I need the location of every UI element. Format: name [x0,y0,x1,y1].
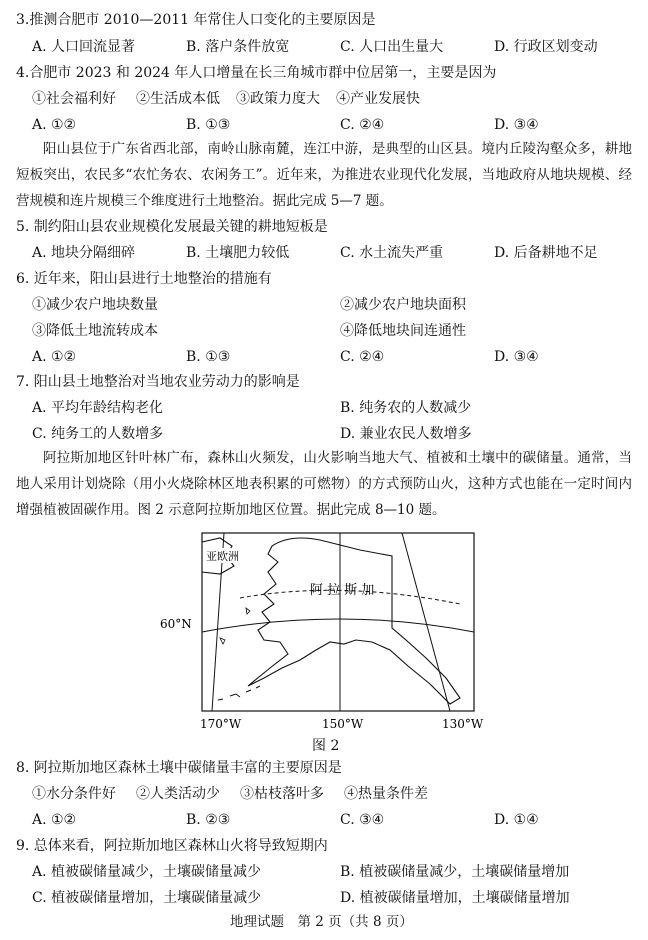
q7-option-b: B. 纯务农的人数减少 [340,400,472,416]
q6-option-b: B. ①③ [186,349,231,365]
q7-option-d: D. 兼业农民人数增多 [340,426,472,442]
q8-item-2: ②人类活动少 [136,786,220,802]
q3-option-a: A. 人口回流显著 [32,39,136,55]
q7-stem: 7. 阳山县土地整治对当地农业劳动力的影响是 [16,374,300,390]
q5-option-d: D. 后备耕地不足 [494,245,598,261]
q8-item-4: ④热量条件差 [344,786,428,802]
q8-option-d: D. ①④ [494,812,539,828]
q6-item-2: ②减少农户地块面积 [340,297,466,313]
q4-item-4: ④产业发展快 [336,91,420,107]
q6-option-d: D. ③④ [494,349,539,365]
q7-option-c: C. 纯务工的人数增多 [32,426,164,442]
q9-option-d: D. 植被碳储量增加，土壤碳储量增加 [340,890,570,906]
q8-item-1: ①水分条件好 [32,786,116,802]
q9-option-b: B. 植被碳储量减少，土壤碳储量增加 [340,864,570,880]
q9-stem: 9. 总体来看，阿拉斯加地区森林山火将导致短期内 [16,838,328,854]
q4-stem: 4.合肥市 2023 和 2024 年人口增量在长三角城市群中位居第一，主要是因为 [16,65,497,81]
q4-option-b: B. ①③ [186,117,231,133]
q6-item-3: ③降低土地流转成本 [32,323,158,339]
q7-option-a: A. 平均年龄结构老化 [32,400,164,416]
passage-alaska: 阿拉斯加地区针叶林广布，森林山火频发，山火影响当地大气、植被和土壤中的碳储量。通常，当地人采用计划烧除（用小火烧除林区地表积累的可燃物）的方式预防山火，这种方式也能在一定时间内增强植被固碳作用。图 2 示意阿拉斯加地区位置。据此完成 8—10 题。 [16,450,632,518]
passage-yangshan: 阳山县位于广东省西北部，南岭山脉南麓，连江中游，是典型的山区县。境内丘陵沟壑众多，耕地短板突出，农民多“农忙务农、农闲务工”。近年来，为推进农业现代化发展，当地政府从地块规模、经营规模和连片规模三个维度进行土地整治。据此完成 5—7 题。 [16,141,632,209]
label-130w: 130°W [442,717,484,731]
q5-option-c: C. 水土流失严重 [340,245,444,261]
q6-item-1: ①减少农户地块数量 [32,297,158,313]
q4-option-d: D. ③④ [494,117,539,133]
q8-item-3: ③枯枝落叶多 [240,786,324,802]
q6-option-c: C. ②④ [340,349,385,365]
q8-option-c: C. ③④ [340,812,385,828]
q6-stem: 6. 近年来，阳山县进行土地整治的措施有 [16,271,272,287]
label-170w: 170°W [200,717,242,731]
alaska-location-map [160,528,490,732]
q6-option-a: A. ①② [32,349,77,365]
q6-item-4: ④降低地块间连通性 [340,323,466,339]
label-alaska: 阿 拉 斯 加 [310,583,375,598]
q3-option-d: D. 行政区划变动 [494,39,598,55]
label-russia: 亚欧洲 [206,550,239,563]
q8-stem: 8. 阿拉斯加地区森林土壤中碳储量丰富的主要原因是 [16,760,342,776]
q5-stem: 5. 制约阳山县农业规模化发展最关键的耕地短板是 [16,219,328,235]
q3-option-c: C. 人口出生量大 [340,39,444,55]
q8-option-b: B. ②③ [186,812,231,828]
label-60n: 60°N [160,617,192,631]
q3-stem: 3.推测合肥市 2010—2011 年常住人口变化的主要原因是 [16,12,376,28]
label-150w: 150°W [322,717,364,731]
q4-option-c: C. ②④ [340,117,385,133]
q4-item-3: ③政策力度大 [236,91,320,107]
q8-option-a: A. ①② [32,812,77,828]
q4-option-a: A. ①② [32,117,77,133]
q9-option-c: C. 植被碳储量增加，土壤碳储量减少 [32,890,262,906]
page-footer: 地理试题 第 2 页（共 8 页） [230,914,413,930]
q5-option-b: B. 土壤肥力较低 [186,245,290,261]
q5-option-a: A. 地块分隔细碎 [32,245,136,261]
figure-caption: 图 2 [312,738,340,754]
map-frame [202,533,474,711]
q4-item-1: ①社会福利好 [32,91,116,107]
q9-option-a: A. 植被碳储量减少，土壤碳储量减少 [32,864,262,880]
q3-option-b: B. 落户条件放宽 [186,39,290,55]
q4-item-2: ②生活成本低 [136,91,220,107]
